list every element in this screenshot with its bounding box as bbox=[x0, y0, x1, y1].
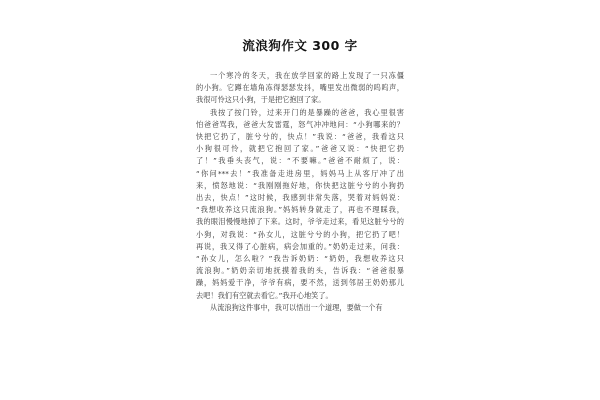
document-body bbox=[196, 70, 404, 314]
paragraph bbox=[196, 302, 404, 314]
paragraph-line: 我很可怜这只小狗，于是把它抱回了家。 bbox=[196, 95, 326, 105]
paragraph-line: 躁，妈妈爱干净，爷爷有病，要不然，送到邻居王奶奶那儿 bbox=[196, 278, 404, 288]
paragraph-line: 来，愤怒地说：“我刚刚拖好地，你快把这脏兮兮的小狗扔 bbox=[196, 180, 404, 190]
paragraph-line: 从流浪狗这件事中，我可以悟出一个道理，要做一个有 bbox=[210, 302, 383, 312]
paragraph-line: 小狗，对我说：“孙女儿，这脏兮兮的小狗，把它扔了吧！ bbox=[196, 229, 404, 239]
paragraph bbox=[196, 70, 404, 107]
paragraph-line: 的小狗。它蹲在墙角冻得瑟瑟发抖，嘴里发出微弱的呜呜声， bbox=[196, 83, 404, 93]
paragraph-line: 小狗很可怜，就把它抱回了家。”爸爸又说：“快把它扔 bbox=[196, 144, 404, 154]
paragraph-line: “孙女儿，怎么啦？”我告诉奶奶：“奶奶，我想收养这只 bbox=[196, 254, 404, 264]
paragraph-line: 我按了按门铃，过来开门的是暴躁的爸爸，我心里很害 bbox=[210, 107, 404, 117]
paragraph-line: “你问***去！”我准备走进房里，妈妈马上从客厅冲了出 bbox=[196, 168, 404, 178]
paragraph-line: 快把它扔了，脏兮兮的，快点！”我说：“爸爸，我看这只 bbox=[196, 132, 404, 142]
paragraph-line: 出去，快点！”这时候，我感到非常失落，哭着对妈妈说： bbox=[196, 193, 404, 203]
paragraph-line: 再说，我又得了心脏病，病会加重的。”奶奶走过来，问我： bbox=[196, 241, 404, 251]
paragraph-line: 怕爸爸骂我，爸爸大发雷霆，怒气冲冲地问：“小狗哪来的？ bbox=[196, 119, 404, 129]
paragraph-line: “我想收养这只流浪狗。”妈妈转身就走了，再也不理睬我， bbox=[196, 205, 404, 215]
paragraph bbox=[196, 107, 404, 302]
paragraph-line: 了！”我垂头丧气，说：“不要嘛。”爸爸不耐烦了，说： bbox=[196, 156, 404, 166]
paragraph-line: 一个寒冷的冬天，我在放学回家的路上发现了一只冻僵 bbox=[210, 71, 404, 80]
paragraph-line: 去吧！我们有空就去看它。”我开心地笑了。 bbox=[196, 290, 333, 300]
document-title: 流浪狗作文 300 字 bbox=[242, 38, 358, 53]
paragraph-line: 我的眼泪慢慢地掉了下来。这时，爷爷走过来，看见这脏兮兮的 bbox=[196, 217, 404, 227]
paragraph-line: 流浪狗。”奶奶亲切地抚摸着我的头，告诉我：“爸爸很暴 bbox=[196, 266, 404, 276]
